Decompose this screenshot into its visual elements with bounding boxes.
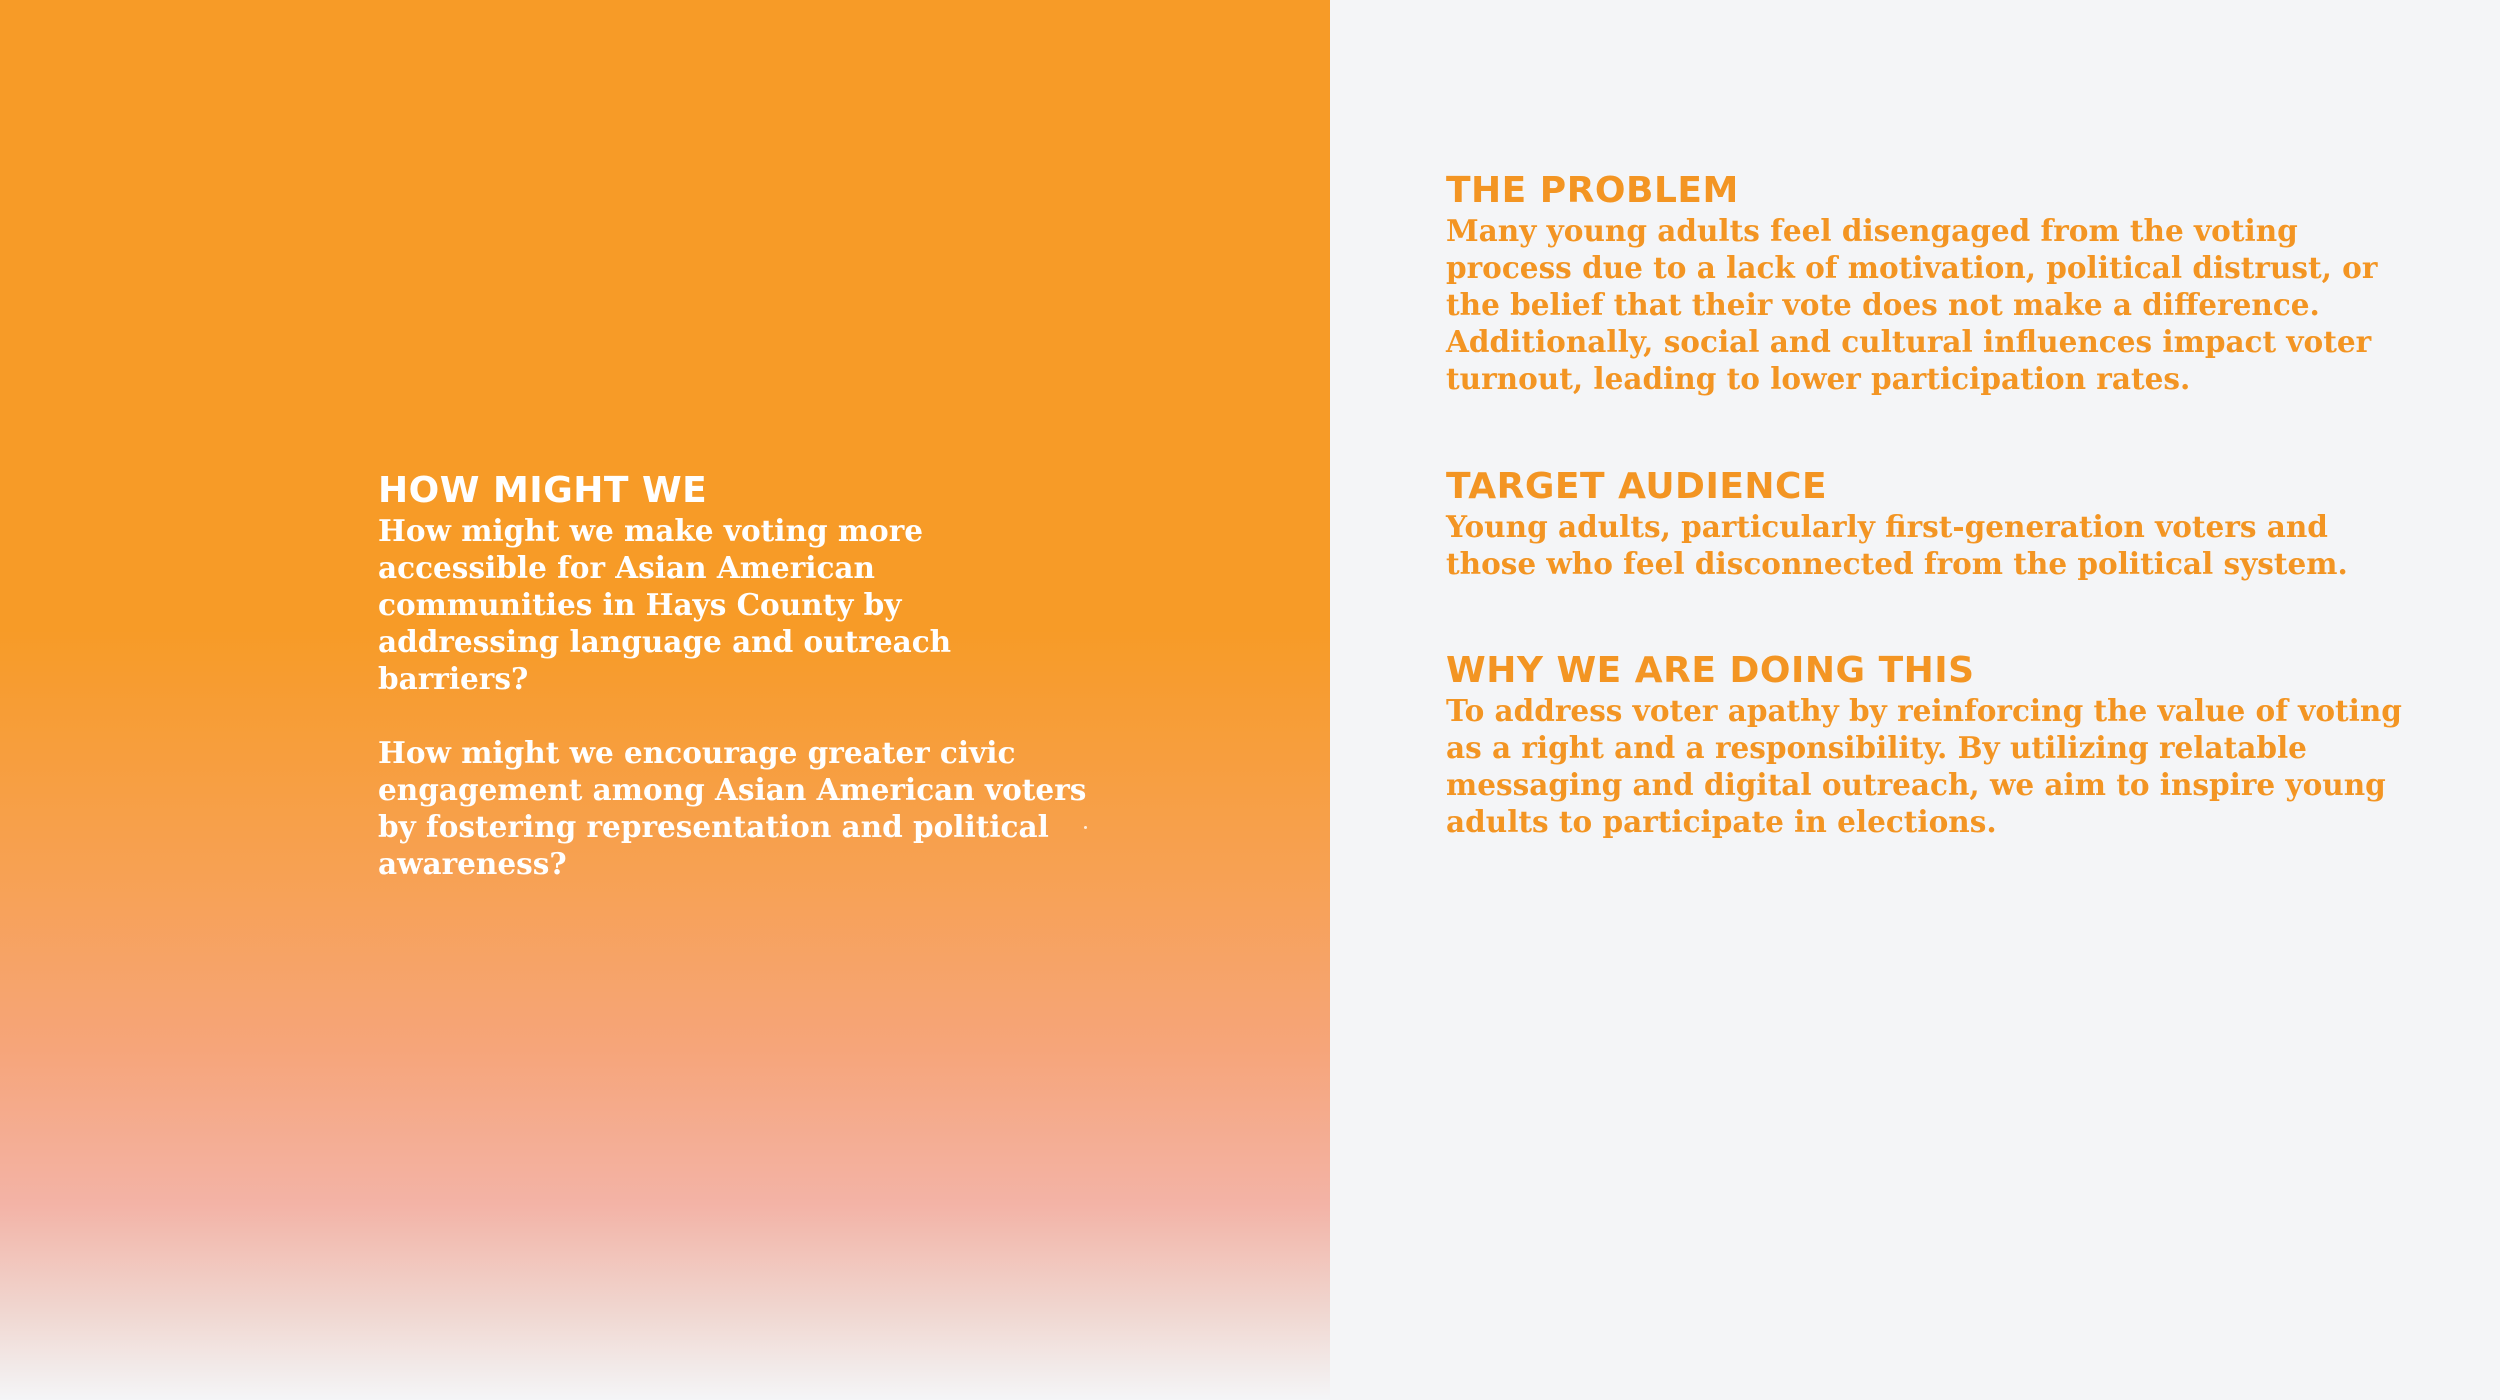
why-section <box>1446 650 2406 840</box>
problem-body: Many young adults feel disengaged from the voting process due to a lack of motivation, political distrust, or the belief that their vote does not make a difference. Additionally, social and cultural influences impact voter turnout, leading to lower participation rates. <box>1446 213 2378 396</box>
how-might-we-section <box>378 470 1098 882</box>
target-audience-heading: TARGET AUDIENCE <box>1446 466 1828 507</box>
decorative-dot <box>1084 826 1087 829</box>
how-might-we-paragraph-1: How might we make voting more accessible for Asian American communities in Hays County by addressing language and outreach barriers? <box>378 513 952 696</box>
why-body: To address voter apathy by reinforcing the value of voting as a right and a responsibility. By utilizing relatable messaging and digital outreach, we aim to inspire young adults to participate in elections. <box>1446 693 2402 839</box>
target-audience-body: Young adults, particularly first-generation voters and those who feel disconnected from the political system. <box>1446 509 2348 581</box>
how-might-we-paragraph-2: How might we encourage greater civic engagement among Asian American voters by fostering representation and political awareness? <box>378 735 1087 881</box>
problem-section <box>1446 170 2406 397</box>
problem-heading: THE PROBLEM <box>1446 170 1739 211</box>
how-might-we-heading: HOW MIGHT WE <box>378 470 708 511</box>
target-audience-section <box>1446 466 2406 582</box>
why-heading: WHY WE ARE DOING THIS <box>1446 650 1975 691</box>
